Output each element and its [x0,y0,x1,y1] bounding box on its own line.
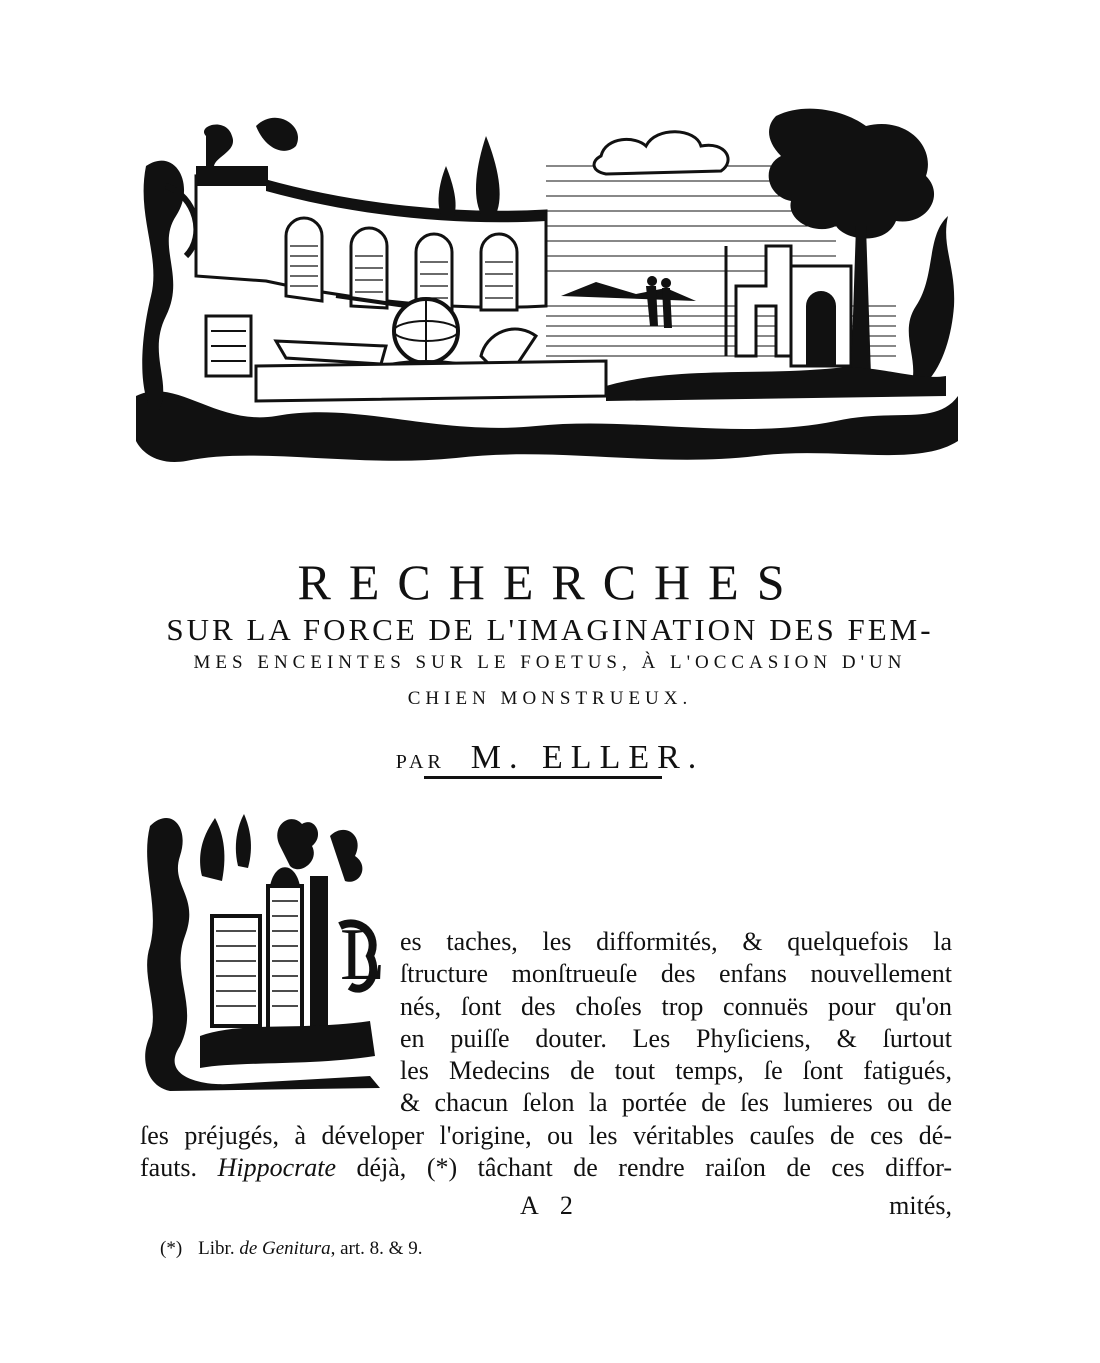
body-paragraph-full [140,1120,952,1185]
text-segment: fauts. [140,1153,198,1183]
text-line: en puiſſe douter. Les Phyſiciens, & ſurtout [400,1023,952,1053]
subtitle-line-3: CHIEN MONSTRUEUX. [407,688,693,709]
body-paragraph-indented [400,926,952,1120]
text-line-last [140,1152,952,1184]
footnote-text-end: , art. 8. & 9. [330,1238,423,1259]
text-line: ſes préjugés, à déveloper l'origine, ou les véritables cauſes de ces dé- [140,1121,952,1150]
footnote-mark: (*) [160,1238,183,1259]
text-line: & chacun ſelon la portée de ſes lumieres ou de [400,1088,952,1118]
text-segment: déjà, (*) tâchant de rendre raiſon de ces diffor- [335,1153,952,1183]
footnote-italic: de Genitura [239,1238,331,1259]
title-rule [424,776,662,779]
text-line: es taches, les difformités, & quelquefois la [400,927,952,956]
subtitle-line-2: MES ENCEINTES SUR LE FOETUS, À L'OCCASION D'UN [193,652,907,673]
text-line: ſtructure monſtrueuſe des enfans nouvellement [400,959,952,989]
author-name: M. ELLER. [470,739,705,776]
italic-name: Hippocrate [217,1153,336,1183]
main-title: RECHERCHES [297,554,803,610]
footnote [160,1236,422,1262]
author-prefix: PAR [395,751,445,773]
subtitle-line-1: SUR LA FORCE DE L'IMAGINATION DES FEM- [166,612,934,647]
text-line: les Medecins de tout temps, ſe ſont fatigués, [400,1056,952,1086]
catchword: mités, [889,1191,952,1220]
drop-cap-letter: L [340,914,386,996]
text-line: nés, ſont des choſes trop connuës pour qu'on [400,991,952,1021]
signature-mark: A 2 [520,1191,581,1220]
footnote-text: Libr. [198,1238,240,1259]
headpiece-engraving [136,96,958,468]
